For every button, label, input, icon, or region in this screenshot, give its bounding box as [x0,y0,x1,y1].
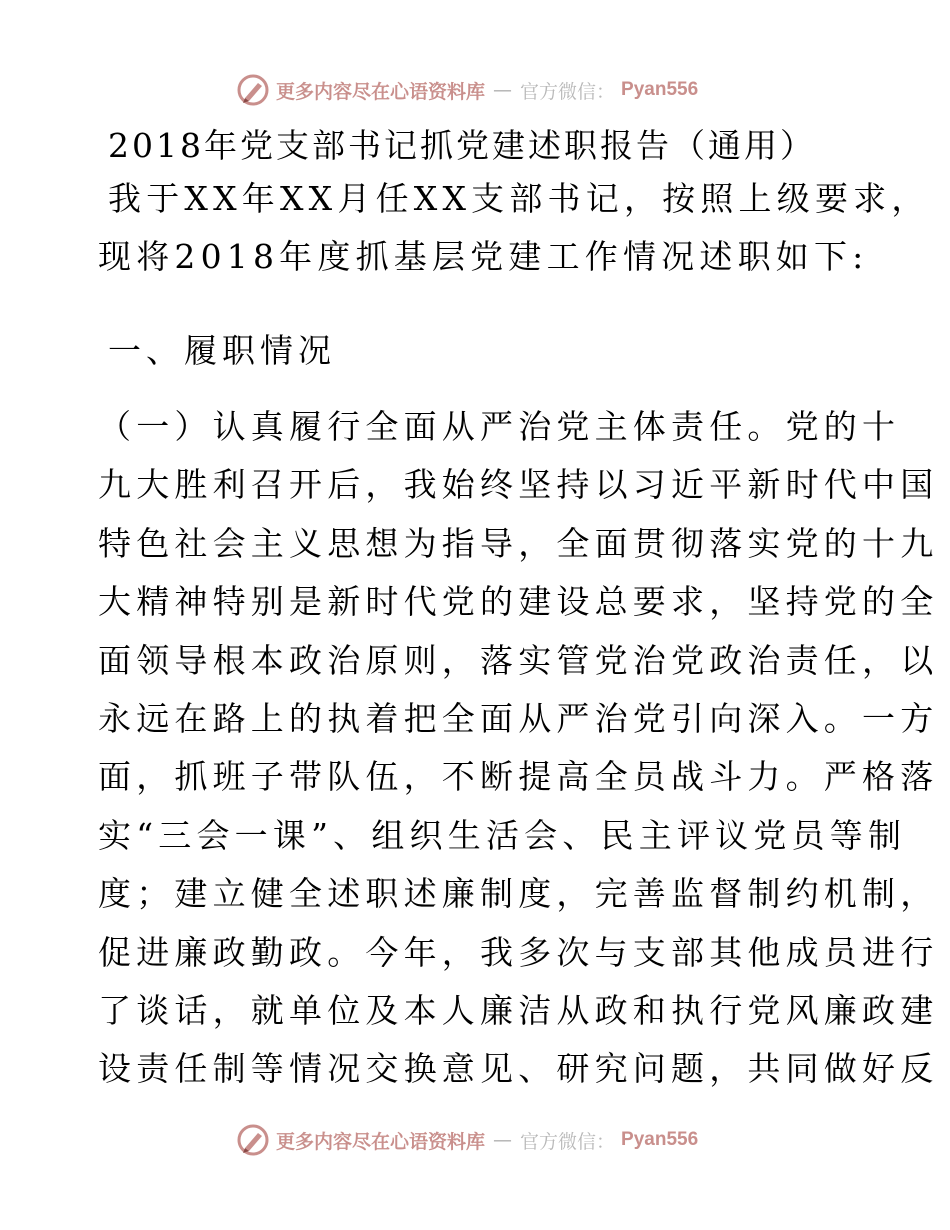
watermark-wechat-id: Pyan556 [621,79,699,100]
body-line: 促进廉政勤政。今年，我多次与支部其他成员进行 [98,932,939,972]
pen-logo-icon [236,1123,270,1157]
section-body-paragraph [98,398,939,1099]
intro-line: 现将2018年度抓基层党建工作情况述职如下: [98,237,869,277]
watermark-wechat-id: Pyan556 [621,1129,699,1150]
body-line: 九大胜利召开后，我始终坚持以习近平新时代中国 [98,465,939,505]
body-line: 大精神特别是新时代党的建设总要求，坚持党的全 [98,582,939,622]
body-line: 度；建立健全述职述廉制度，完善监督制约机制， [98,874,939,914]
watermark-tail-text: 官方微信： [520,1130,616,1153]
watermark-dash: — [493,1129,513,1151]
document-title: 2018年党支部书记抓党建述职报告（通用） [108,126,816,165]
footer-watermark [236,1122,698,1158]
watermark-dash: — [493,79,513,101]
section-heading: 一、履职情况 [108,331,336,370]
watermark-tail-text: 官方微信： [520,80,616,103]
body-line: （一）认真履行全面从严治党主体责任。党的十 [98,407,901,446]
body-line: 了谈话，就单位及本人廉洁从政和执行党风廉政建 [98,991,939,1031]
header-watermark [236,72,698,108]
watermark-main-text: 更多内容尽在心语资料库 [276,1130,486,1153]
body-line: 面，抓班子带队伍，不断提高全员战斗力。严格落 [98,757,939,797]
body-line: 特色社会主义思想为指导，全面贯彻落实党的十九 [98,523,939,563]
intro-paragraph [98,170,930,287]
body-line: 面领导根本政治原则，落实管党治党政治责任，以 [98,640,939,680]
body-line: 实“三会一课”、组织生活会、民主评议党员等制 [98,815,907,855]
body-line: 设责任制等情况交换意见、研究问题，共同做好反 [98,1049,939,1089]
pen-logo-icon [236,73,270,107]
body-line: 永远在路上的执着把全面从严治党引向深入。一方 [98,699,939,739]
watermark-main-text: 更多内容尽在心语资料库 [276,80,486,103]
intro-line: 我于XX年XX月任XX支部书记，按照上级要求， [108,179,930,218]
